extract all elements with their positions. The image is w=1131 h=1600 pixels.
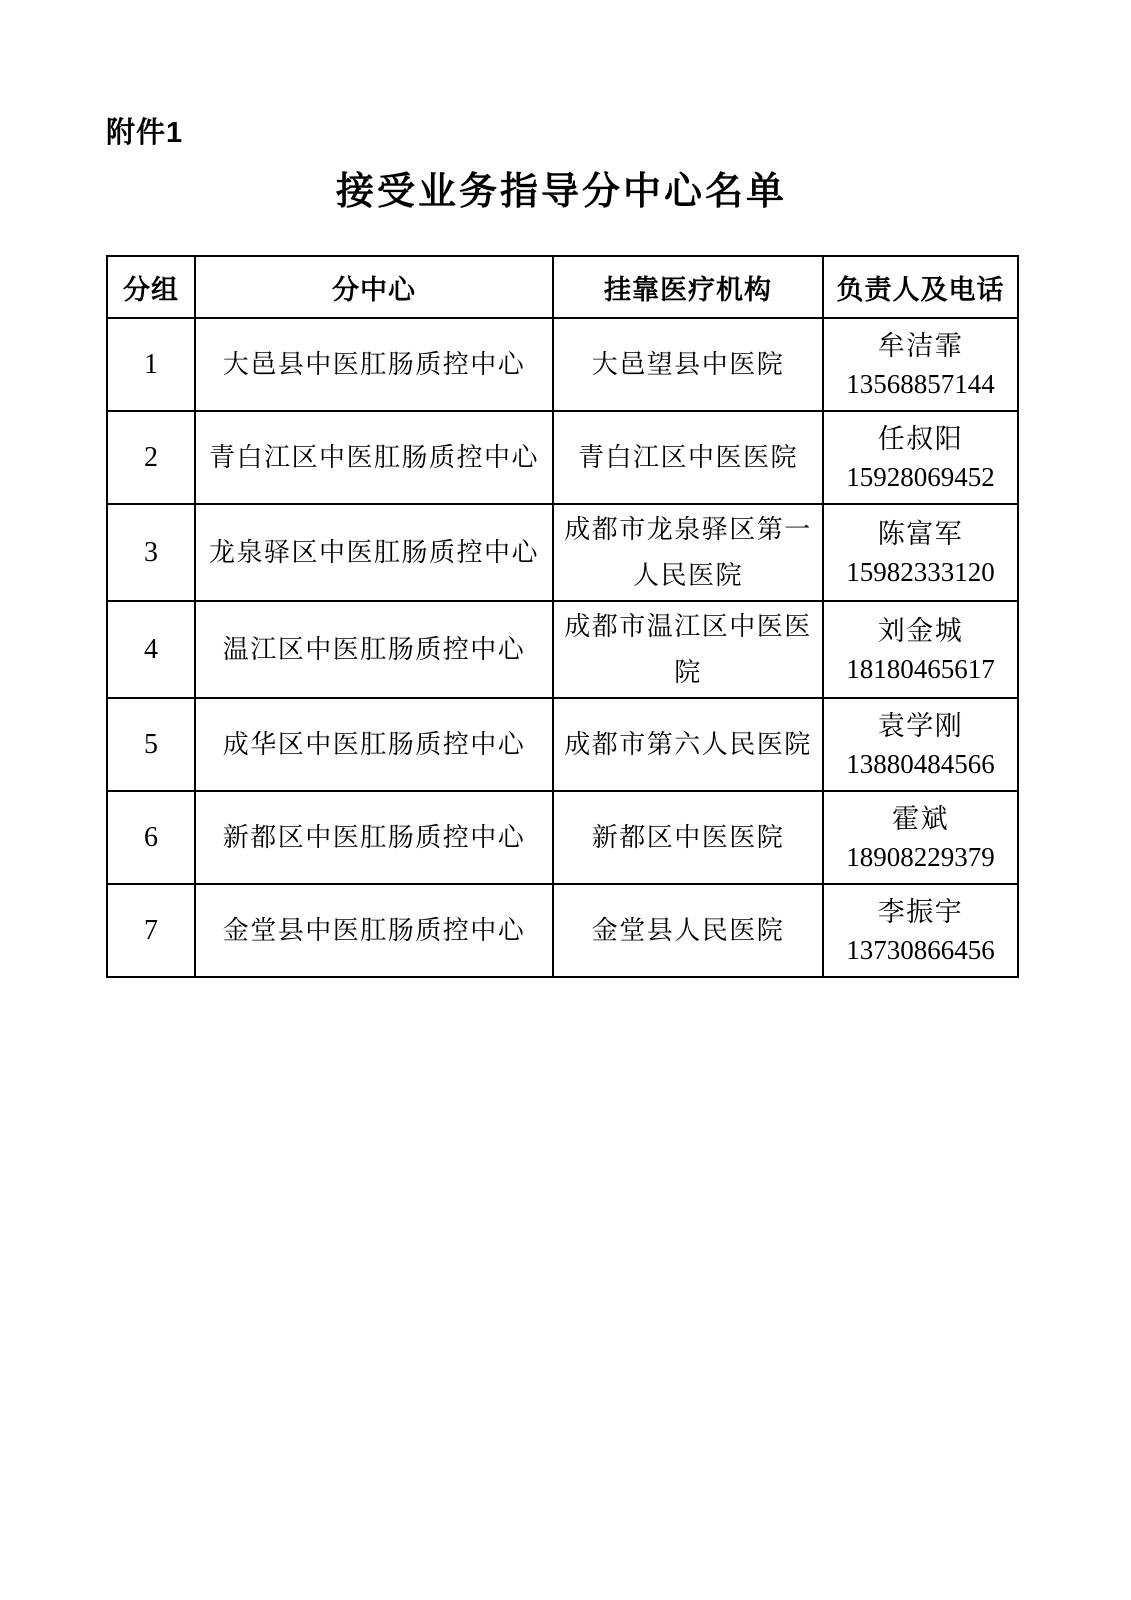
institution-cell: 青白江区中医医院 [553,411,823,504]
page-title: 接受业务指导分中心名单 [335,171,787,213]
group-number-cell: 3 [107,504,195,601]
contact-name: 陈富军 [877,518,964,549]
contact-cell [823,884,1018,977]
group-number-cell: 7 [107,884,195,977]
column-header-contact: 负责人及电话 [823,256,1018,318]
table-body [107,318,1018,977]
header-row [107,256,1018,318]
subcenter-name-cell: 温江区中医肛肠质控中心 [195,601,553,698]
group-number-cell: 6 [107,791,195,884]
subcenter-name-cell: 新都区中医肛肠质控中心 [195,791,553,884]
contact-phone: 13880484566 [846,748,995,779]
contact-phone: 13730866456 [846,934,995,965]
contact-name: 牟洁霏 [877,330,964,361]
column-header-group: 分组 [107,256,195,318]
group-number-cell: 5 [107,698,195,791]
contact-cell [823,504,1018,601]
contact-phone: 18180465617 [846,653,995,684]
contact-phone: 15982333120 [846,556,995,587]
contact-cell [823,791,1018,884]
contact-name: 袁学刚 [877,710,964,741]
table-row [107,504,1018,601]
table-row [107,791,1018,884]
contact-cell [823,698,1018,791]
table-row [107,411,1018,504]
contact-name: 霍斌 [892,803,949,834]
subcenter-name-cell: 青白江区中医肛肠质控中心 [195,411,553,504]
group-number-cell: 4 [107,601,195,698]
group-number-cell: 1 [107,318,195,411]
contact-phone: 13568857144 [846,368,995,399]
institution-cell: 成都市龙泉驿区第一人民医院 [553,504,823,601]
column-header-institution: 挂靠医疗机构 [553,256,823,318]
institution-cell: 新都区中医医院 [553,791,823,884]
contact-name: 任叔阳 [877,423,964,454]
table-row [107,318,1018,411]
institution-cell: 成都市温江区中医医院 [553,601,823,698]
contact-cell [823,411,1018,504]
institution-cell: 金堂县人民医院 [553,884,823,977]
subcenter-name-cell: 龙泉驿区中医肛肠质控中心 [195,504,553,601]
table-row [107,698,1018,791]
subcenter-name-cell: 金堂县中医肛肠质控中心 [195,884,553,977]
table-row [107,601,1018,698]
contact-name: 李振宇 [877,896,964,927]
subcenter-table [106,255,1019,978]
contact-cell [823,318,1018,411]
column-header-center: 分中心 [195,256,553,318]
group-number-cell: 2 [107,411,195,504]
institution-cell: 大邑望县中医院 [553,318,823,411]
attachment-label: 附件1 [106,117,184,149]
contact-phone: 18908229379 [846,841,995,872]
contact-name: 刘金城 [877,615,964,646]
subcenter-name-cell: 大邑县中医肛肠质控中心 [195,318,553,411]
table-row [107,884,1018,977]
contact-phone: 15928069452 [846,461,995,492]
contact-cell [823,601,1018,698]
institution-cell: 成都市第六人民医院 [553,698,823,791]
subcenter-name-cell: 成华区中医肛肠质控中心 [195,698,553,791]
